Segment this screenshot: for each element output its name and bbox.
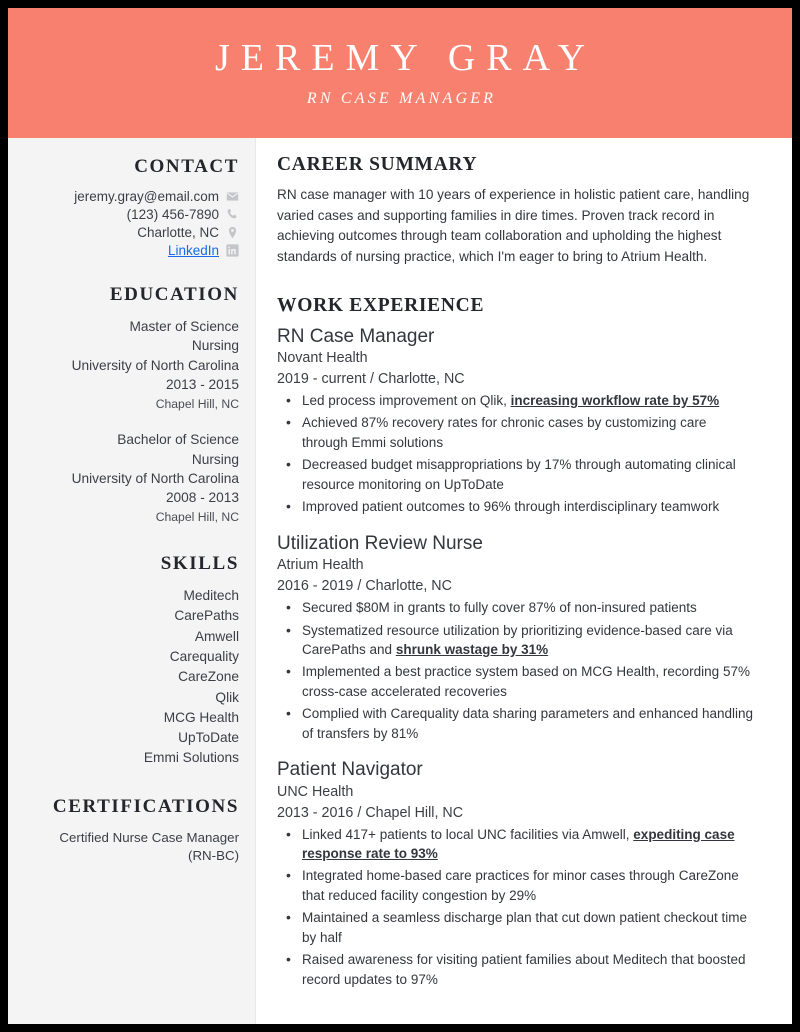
job-dates: 2013 - 2016 <box>277 804 354 821</box>
bullet-text: Linked 417+ patients to local UNC facilities via Amwell, <box>302 826 634 842</box>
education-location: Chapel Hill, NC <box>155 509 239 524</box>
contact-phone-value: (123) 456-7890 <box>126 207 219 222</box>
job-bullet-list <box>277 598 754 743</box>
contact-heading: CONTACT <box>134 156 239 177</box>
skill-item: Carequality <box>169 649 239 665</box>
skill-item: UpToDate <box>178 730 239 746</box>
bullet-text: Secured $80M in grants to fully cover 87% of non-insured patients <box>302 600 697 616</box>
envelope-icon <box>226 190 239 203</box>
skill-item: MCG Health <box>163 709 239 725</box>
skill-item: Emmi Solutions <box>143 750 239 766</box>
contact-email-value: jeremy.gray@email.com <box>74 189 219 204</box>
bullet-text: Raised awareness for visiting patient families about Meditech that boosted record updates to 97% <box>302 952 746 987</box>
job-entry <box>277 532 754 743</box>
job-entry <box>277 325 754 517</box>
bullet-highlight: increasing workflow rate by 57% <box>510 393 720 409</box>
bullet-text: Decreased budget misappropriations by 17% through automating clinical resource monitoring on UpToDate <box>302 457 736 492</box>
bullet-text: Complied with Carequality data sharing parameters and enhanced handling of transfers by 81% <box>302 706 754 741</box>
career-summary-text: RN case manager with 10 years of experience in holistic patient care, handling varied cases and supporting families in dire times. Proven track record in achieving outcomes through team collaboration and upholding the highest standards of nursing practice, which I'm eager to bring to Atrium Health. <box>277 187 750 264</box>
contact-item-linkedin[interactable] <box>18 243 239 258</box>
job-bullet <box>277 455 754 494</box>
job-bullet <box>277 825 754 864</box>
job-bullet <box>277 598 754 617</box>
education-school: University of North Carolina <box>71 471 239 487</box>
phone-icon <box>226 208 239 221</box>
education-dates: 2013 - 2015 <box>165 377 239 393</box>
contact-item-phone[interactable] <box>18 207 239 222</box>
education-field: Nursing <box>191 338 239 354</box>
job-meta-separator: / <box>357 578 362 595</box>
job-location: Charlotte, NC <box>365 578 452 595</box>
education-school: University of North Carolina <box>71 357 239 373</box>
certifications-heading: CERTIFICATIONS <box>52 795 239 817</box>
candidate-job-role: RN CASE MANAGER <box>306 90 497 108</box>
job-bullet <box>277 704 754 743</box>
location-pin-icon <box>226 226 239 239</box>
job-title: Utilization Review Nurse <box>277 532 483 554</box>
skills-list <box>18 586 239 768</box>
skill-item: CareZone <box>178 669 239 685</box>
job-bullet <box>277 908 754 947</box>
work-experience-heading: WORK EXPERIENCE <box>277 294 485 316</box>
contact-location-value: Charlotte, NC <box>137 225 219 240</box>
certification-entry <box>18 829 239 867</box>
education-degree: Master of Science <box>129 319 239 334</box>
education-degree: Bachelor of Science <box>117 432 239 448</box>
job-bullet <box>277 866 754 905</box>
skills-heading: SKILLS <box>160 553 239 575</box>
education-entry <box>18 430 239 526</box>
skill-item: Qlik <box>215 689 239 705</box>
job-meta <box>277 576 754 596</box>
sidebar <box>8 138 256 1024</box>
job-entry <box>277 758 754 989</box>
job-company: Novant Health <box>277 350 368 367</box>
resume-body <box>8 138 792 1024</box>
job-company: Atrium Health <box>277 557 364 574</box>
certification-name: Certified Nurse Case Manager <box>59 829 239 845</box>
contact-item-email[interactable] <box>18 189 239 204</box>
education-entry <box>18 317 239 413</box>
bullet-highlight: shrunk wastage by 31% <box>395 641 549 657</box>
job-meta <box>277 803 754 823</box>
job-dates: 2019 - current <box>277 371 367 388</box>
job-bullet <box>277 413 754 452</box>
contact-item-location <box>18 225 239 240</box>
linkedin-icon[interactable] <box>226 244 239 257</box>
job-bullet <box>277 621 754 660</box>
job-location: Chapel Hill, NC <box>365 804 464 821</box>
bullet-text: Implemented a best practice system based on MCG Health, recording 57% cross-case accelerated recoveries <box>302 664 750 699</box>
job-company: UNC Health <box>277 783 354 800</box>
skill-item: CarePaths <box>174 608 239 624</box>
job-bullet <box>277 662 754 701</box>
job-bullet <box>277 950 754 989</box>
main-content <box>256 138 792 1024</box>
page-title: JEREMY GRAY <box>214 36 597 79</box>
job-dates: 2016 - 2019 <box>277 578 354 595</box>
education-field: Nursing <box>191 451 239 467</box>
skill-item: Meditech <box>183 588 239 604</box>
linkedin-link[interactable]: LinkedIn <box>167 243 219 258</box>
bullet-text: Maintained a seamless discharge plan that cut down patient checkout time by half <box>302 910 748 945</box>
certification-credential: (RN-BC) <box>188 848 239 864</box>
resume-header-banner <box>8 8 792 138</box>
bullet-text: Systematized resource utilization by prioritizing evidence-based care via CarePaths and <box>302 622 733 657</box>
bullet-text: Improved patient outcomes to 96% through interdisciplinary teamwork <box>302 499 720 515</box>
bullet-highlight: expediting case response rate to 93% <box>302 826 735 862</box>
career-summary-heading: CAREER SUMMARY <box>277 154 478 175</box>
job-title: Patient Navigator <box>277 759 423 781</box>
job-title: RN Case Manager <box>277 325 435 347</box>
skill-item: Amwell <box>194 628 239 644</box>
job-bullet-list <box>277 391 754 517</box>
bullet-text: Achieved 87% recovery rates for chronic cases by customizing care through Emmi solutions <box>302 415 707 450</box>
education-dates: 2008 - 2013 <box>165 490 239 506</box>
job-meta <box>277 369 754 389</box>
job-meta-separator: / <box>357 804 362 821</box>
education-heading: EDUCATION <box>109 284 239 305</box>
job-bullet <box>277 497 754 516</box>
education-location: Chapel Hill, NC <box>155 396 239 411</box>
job-meta-separator: / <box>370 371 374 388</box>
job-bullet <box>277 391 754 410</box>
job-location: Charlotte, NC <box>378 371 465 388</box>
bullet-text: Led process improvement on Qlik, <box>302 393 511 409</box>
job-bullet-list <box>277 825 754 990</box>
bullet-text: Integrated home-based care practices for minor cases through CareZone that reduced facility congestion by 29% <box>302 868 739 903</box>
resume-document <box>8 8 792 1024</box>
